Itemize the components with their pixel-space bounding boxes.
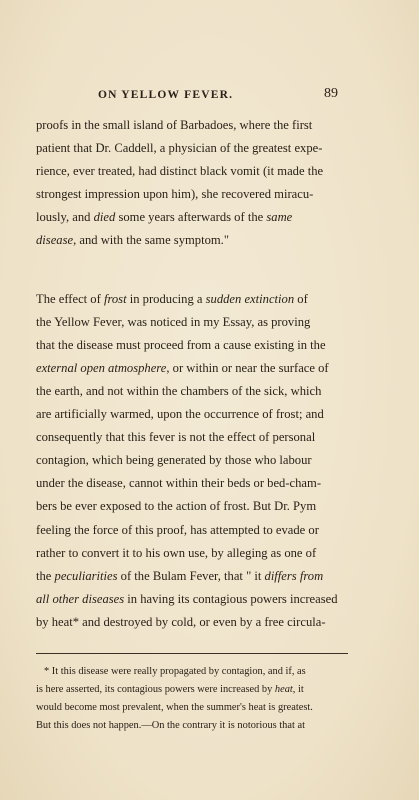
text-line: by heat* and destroyed by cold, or even by a free circula- [36, 614, 326, 629]
footnote-rule [36, 653, 348, 654]
page-header [0, 86, 419, 106]
text-line: The effect of frost in producing a sudden extinction of [36, 291, 308, 306]
text-line: all other diseases in having its contagious powers increased [36, 591, 338, 606]
text-line: consequently that this fever is not the effect of personal [36, 430, 316, 445]
text-line: strongest impression upon him), she recovered miracu- [36, 187, 314, 202]
main-text [36, 114, 348, 634]
footnote-line: is here asserted, its contagious powers were increased by heat, it [36, 684, 304, 695]
text-line: that the disease must proceed from a cause existing in the [36, 337, 326, 352]
text-line: are artificially warmed, upon the occurrence of frost; and [36, 407, 324, 422]
text-line: proofs in the small island of Barbadoes, where the first [36, 118, 313, 132]
text-line: contagion, which being generated by those who labour [36, 453, 312, 468]
text-line: the Yellow Fever, was noticed in my Essay, as proving [36, 314, 311, 329]
text-line: rience, ever treated, had distinct black vomit (it made the [36, 164, 324, 179]
footnote-line: would become most prevalent, when the summer's heat is greatest. [36, 702, 313, 713]
text-line: under the disease, cannot within their beds or bed-cham- [36, 476, 322, 491]
text-line: rather to convert it to his own use, by alleging as one of [36, 545, 317, 560]
running-head: ON YELLOW FEVER. [98, 89, 234, 101]
text-line: disease, and with the same symptom." [36, 233, 229, 248]
text-line: feeling the force of this proof, has attempted to evade or [36, 522, 319, 537]
page-number: 89 [324, 86, 338, 101]
footnote-line: * It this disease were really propagated by contagion, and if, as [44, 666, 306, 677]
paragraph-2 [36, 288, 348, 634]
text-line: patient that Dr. Caddell, a physician of the greatest expe- [36, 141, 323, 156]
text-line: external open atmosphere, or within or near the surface of [36, 360, 329, 375]
text-line: lously, and died some years afterwards of the same [36, 210, 293, 225]
footnote [36, 663, 348, 735]
paragraph-1 [36, 114, 348, 253]
text-line: the peculiarities of the Bulam Fever, that " it differs from [36, 568, 324, 583]
text-line: bers be ever exposed to the action of frost. But Dr. Pym [36, 499, 317, 514]
footnote-line: But this does not happen.—On the contrary it is notorious that at [36, 720, 305, 731]
text-line: the earth, and not within the chambers of the sick, which [36, 383, 322, 398]
